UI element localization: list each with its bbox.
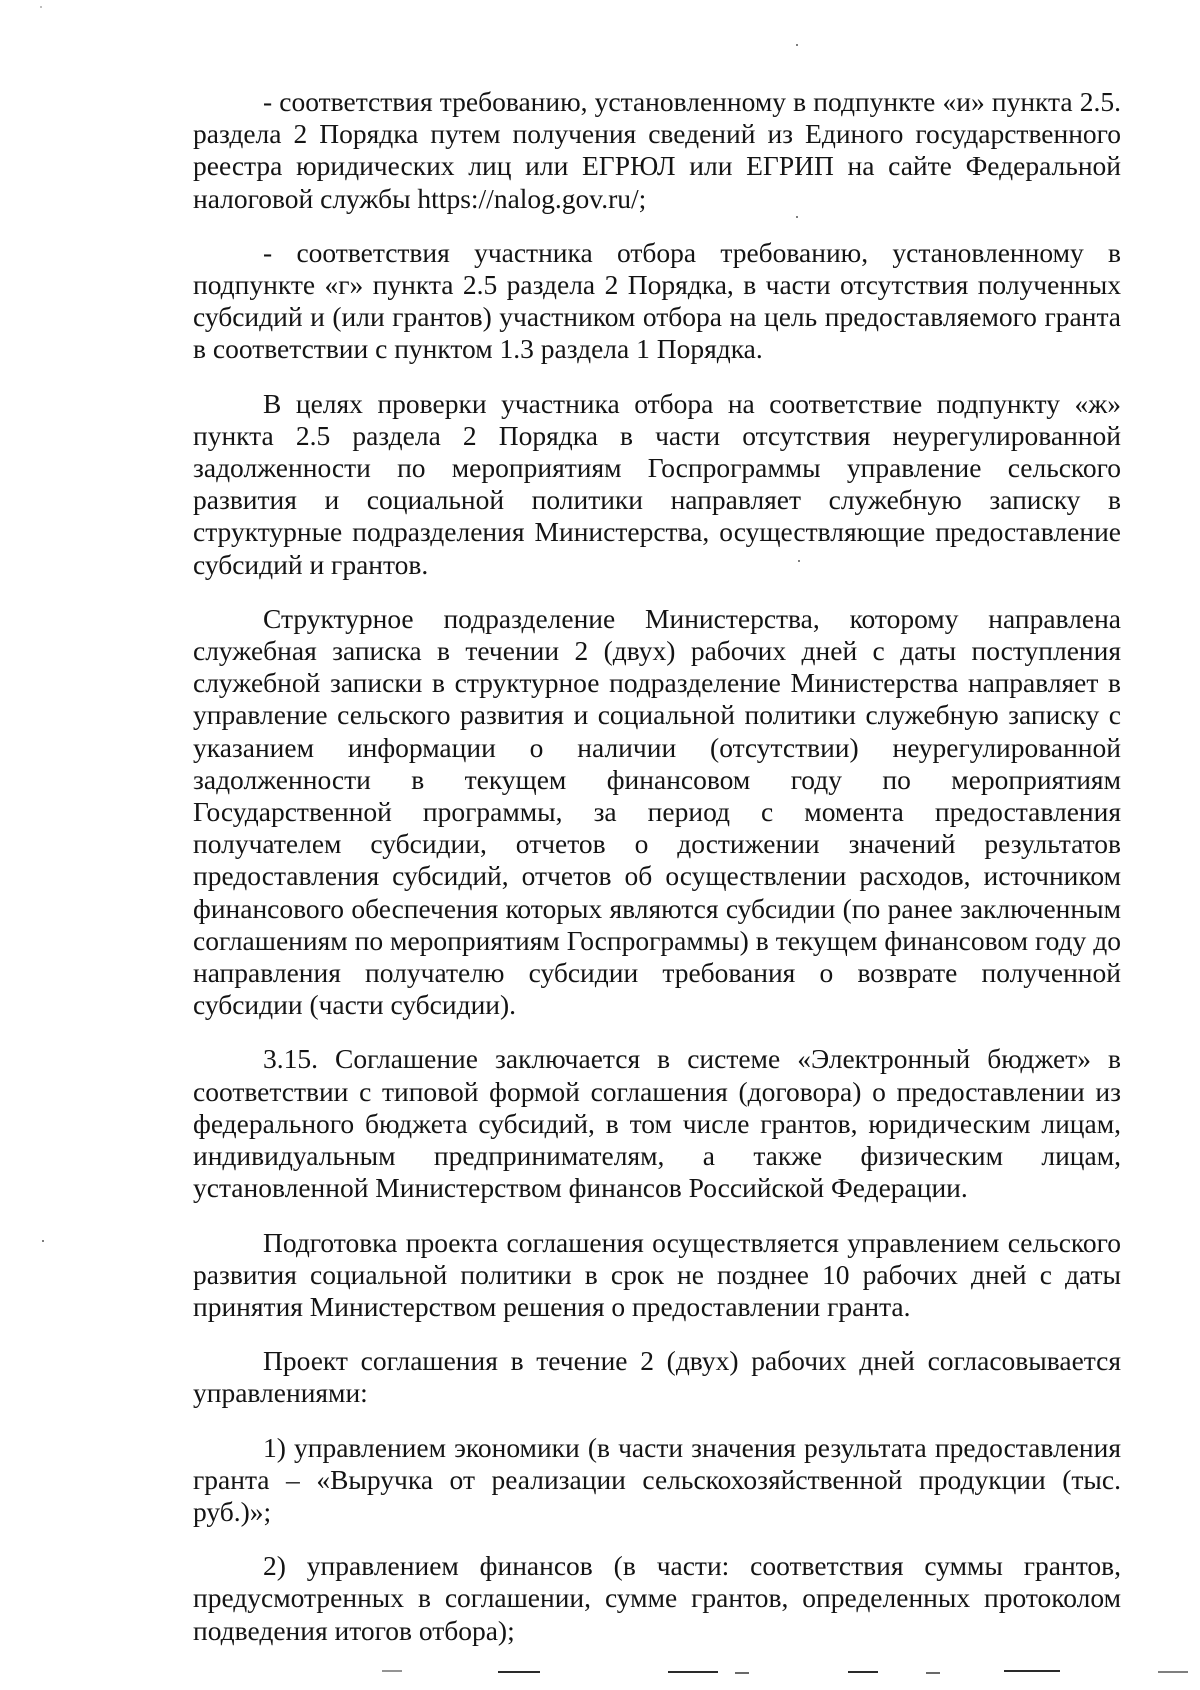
document-body bbox=[193, 86, 1121, 1647]
paragraph-structural-unit: Структурное подразделение Министерства, которому направлена служебная записка в течении 2 (двух) рабочих дней с даты поступления служебной записки в структурное подразделение Министерства направляет в управление сельского развития и социальной политики служебную записку с указанием информации о наличии (отсутствии) неурегулированной задолженности в текущем финансовом году по мероприятиям Государственной программы, за период с момента предоставления получателем субсидии, отчетов о достижении значений результатов предоставления субсидий, отчетов об осуществлении расходов, источником финансового обеспечения которых являются субсидии (по ранее заключенным соглашениям по мероприятиям Госпрограммы) в текущем финансовом году до направления получателю субсидии требования о возврате полученной субсидии (части субсидии). bbox=[193, 602, 1121, 1021]
scan-artifact-speck bbox=[40, 6, 42, 8]
paragraph-3-15-agreement: 3.15. Соглашение заключается в системе «Электронный бюджет» в соответствии с типовой формой соглашения (договора) о предоставлении из федерального бюджета субсидий, в том числе грантов, юридическим лицам, индивидуальным предпринимателям, а также физическим лицам, установленной Министерством финансов Российской Федерации. bbox=[193, 1043, 1121, 1204]
scan-artifact-dash bbox=[735, 1672, 749, 1674]
scan-artifact-dash bbox=[498, 1671, 540, 1673]
scan-artifact-dash bbox=[1158, 1671, 1188, 1673]
paragraph-subsidy-check: - соответствия участника отбора требованию, установленному в подпункте «г» пункта 2.5 раздела 2 Порядка, в части отсутствия полученных субсидий и (или грантов) участником отбора на цель предоставляемого гранта в соответствии с пунктом 1.3 раздела 1 Порядка. bbox=[193, 236, 1121, 365]
paragraph-egrul-check: - соответствия требованию, установленному в подпункте «и» пункта 2.5. раздела 2 Порядка путем получения сведений из Единого государственного реестра юридических лиц или ЕГРЮЛ или ЕГРИП на сайте Федеральной налоговой службы https://nalog.gov.ru/; bbox=[193, 86, 1121, 214]
scan-artifact-dash bbox=[668, 1671, 718, 1673]
scan-artifact-speck bbox=[796, 44, 798, 46]
scan-artifact-dash bbox=[1004, 1670, 1060, 1672]
scan-artifact-speck bbox=[798, 560, 800, 562]
list-item-finance: 2) управлением финансов (в части: соответствия суммы грантов, предусмотренных в соглашении, сумме грантов, определенных протоколом подведения итогов отбора); bbox=[193, 1550, 1121, 1646]
scan-artifact-dash bbox=[848, 1671, 878, 1673]
scan-artifact-dash bbox=[382, 1670, 402, 1672]
paragraph-draft-preparation: Подготовка проекта соглашения осуществляется управлением сельского развития социальной политики в срок не позднее 10 рабочих дней с даты принятия Министерством решения о предоставлении гранта. bbox=[193, 1226, 1121, 1322]
paragraph-debt-check: В целях проверки участника отбора на соответствие подпункту «ж» пункта 2.5 раздела 2 Порядка в части отсутствия неурегулированной задолженности по мероприятиям Госпрограммы управление сельского развития и социальной политики направляет служебную записку в структурные подразделения Министерства, осуществляющие предоставление субсидий и грантов. bbox=[193, 387, 1121, 580]
paragraph-draft-approval: Проект соглашения в течение 2 (двух) рабочих дней согласовывается управлениями: bbox=[193, 1345, 1121, 1409]
scan-artifact-dash bbox=[926, 1672, 940, 1674]
scan-artifact-speck bbox=[796, 216, 798, 218]
list-item-economics: 1) управлением экономики (в части значения результата предоставления гранта – «Выручка от реализации сельскохозяйственной продукции (тыс. руб.)»; bbox=[193, 1431, 1121, 1527]
scan-artifact-speck bbox=[42, 1240, 44, 1242]
